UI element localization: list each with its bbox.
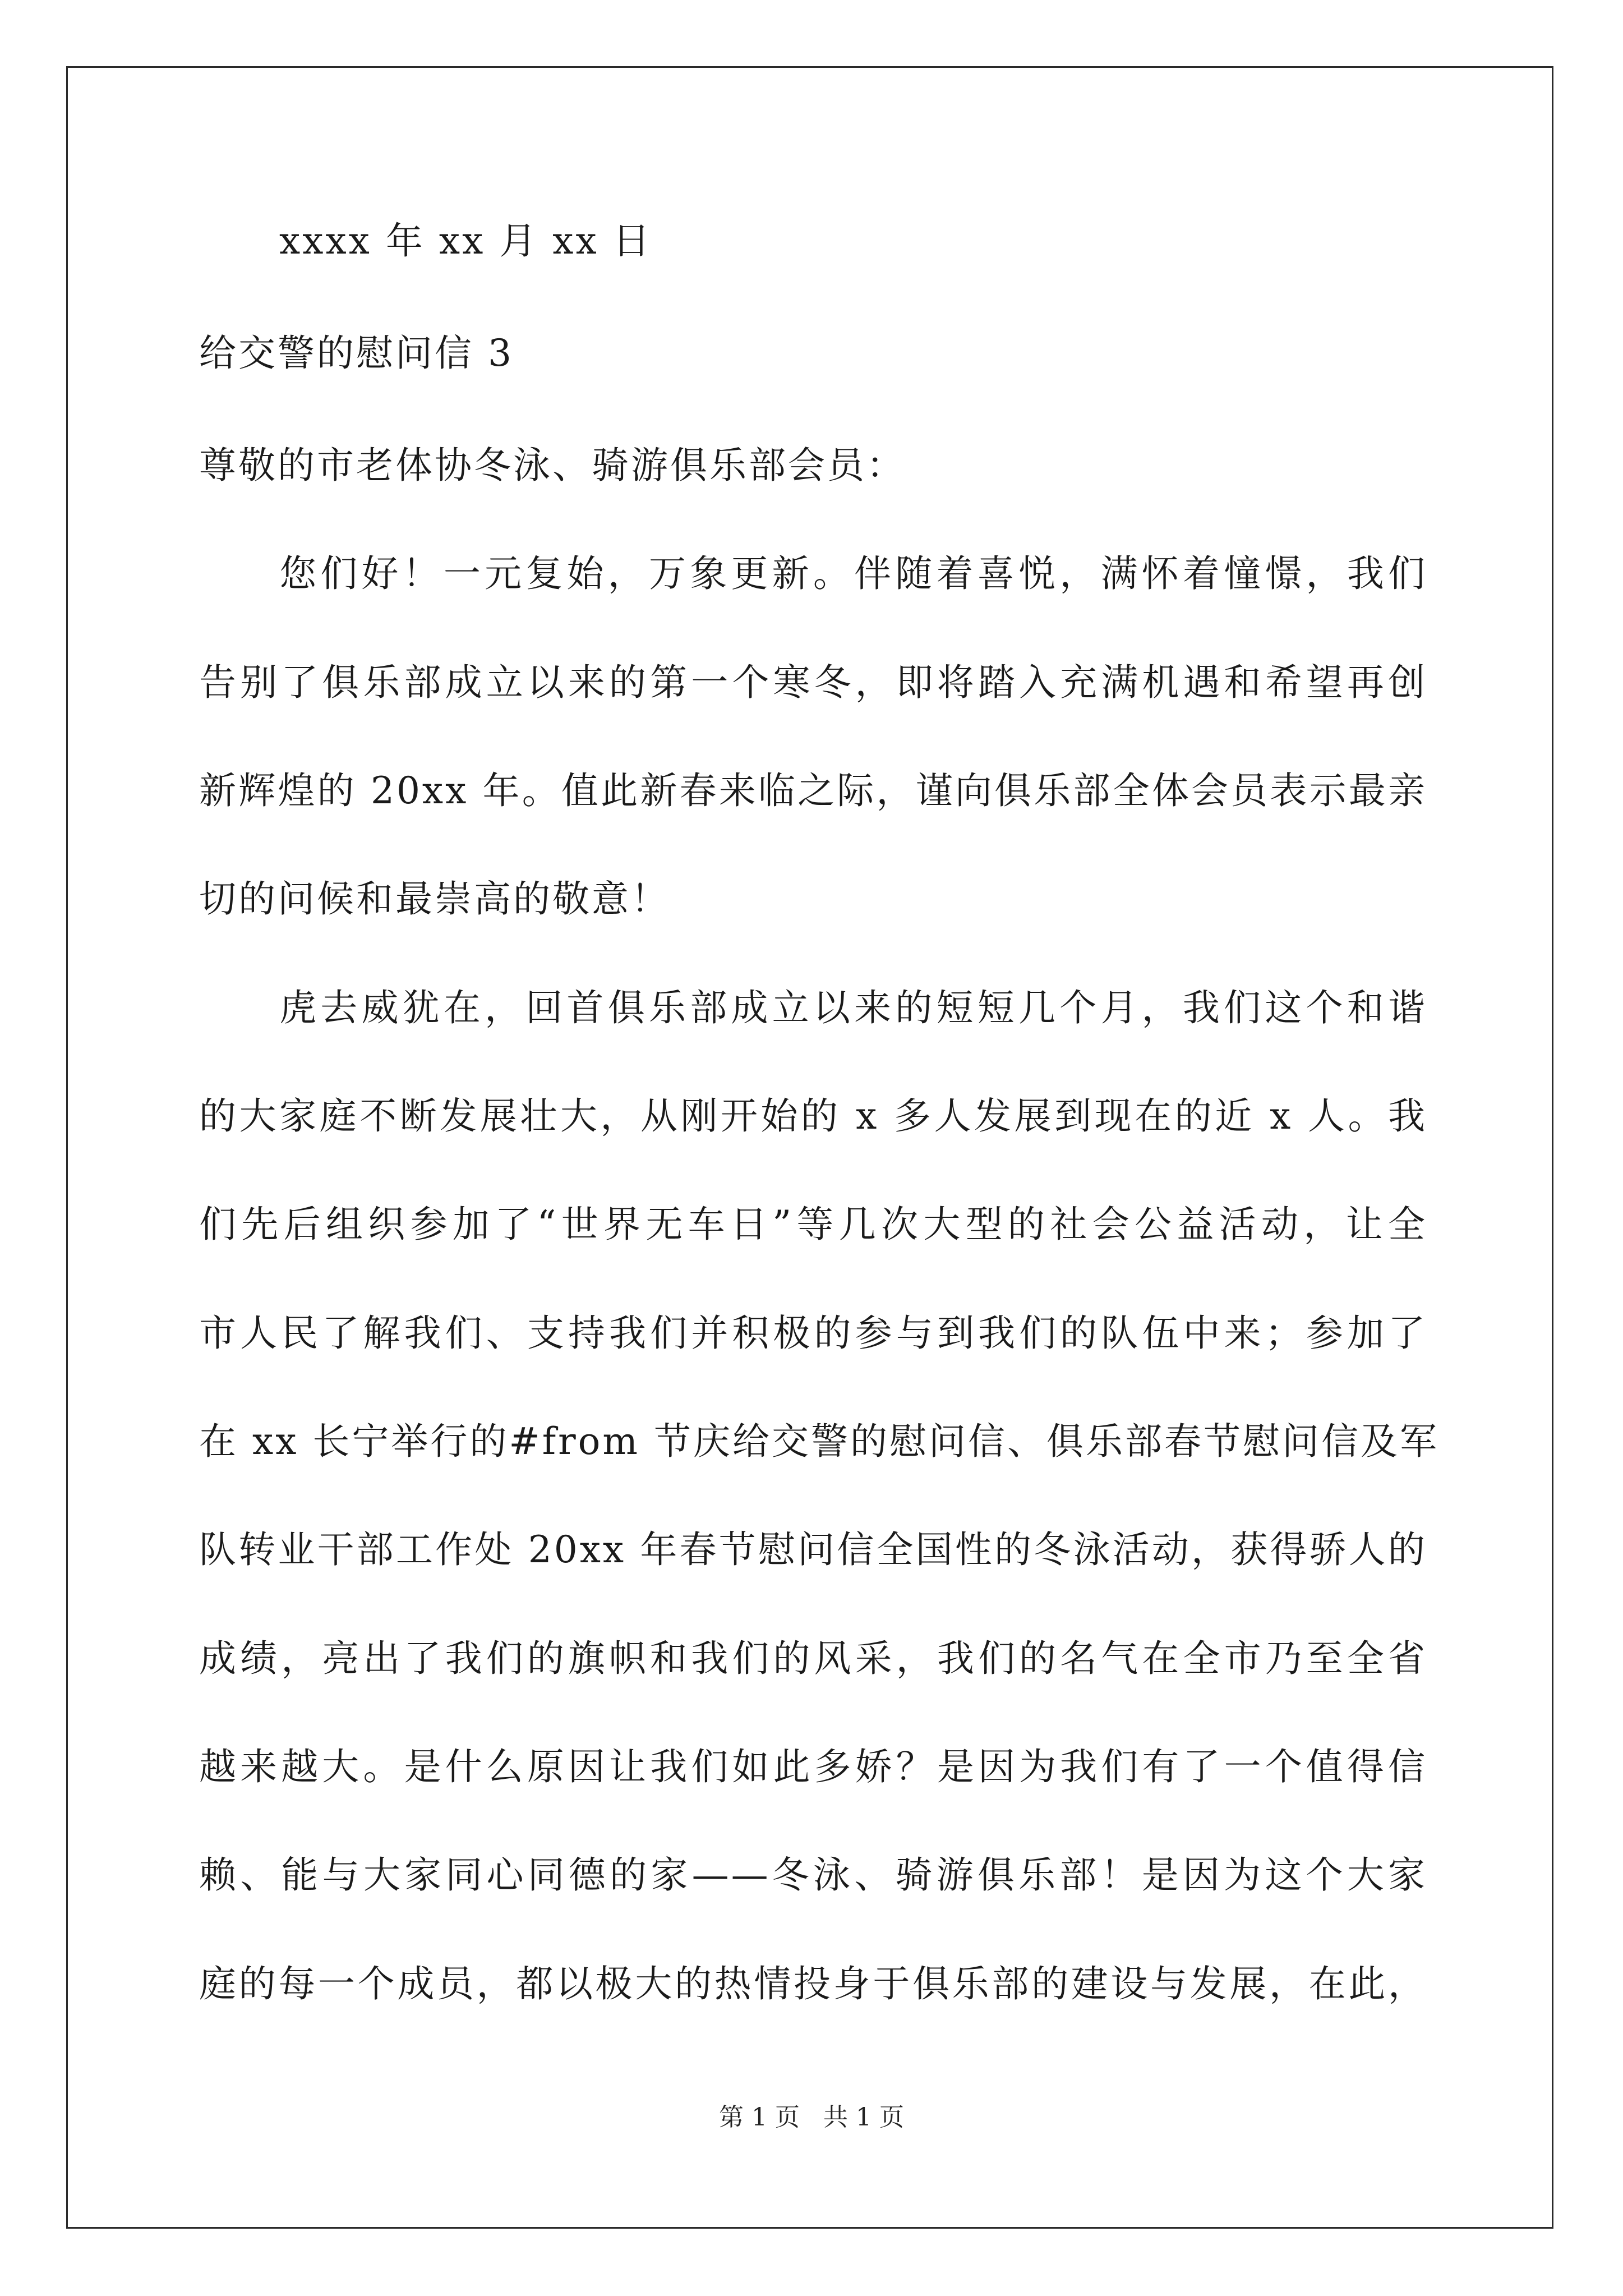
document-title: 给交警的慰问信 3: [199, 332, 514, 375]
paragraph2-line: 庭的每一个成员，都以极大的热情投身于俱乐部的建设与发展，在此，: [199, 1962, 1427, 2005]
paragraph2-line: 越来越大。是什么原因让我们如此多娇？是因为我们有了一个值得信: [199, 1745, 1427, 1788]
paragraph2-line: 市人民了解我们、支持我们并积极的参与到我们的队伍中来；参加了: [199, 1312, 1427, 1355]
page-footer: 第 1 页 共 1 页: [719, 2103, 904, 2132]
date-line: xxxx 年 xx 月 xx 日: [279, 219, 652, 263]
page-border: [66, 66, 1553, 2229]
paragraph1-line: 切的问候和最崇高的敬意！: [199, 877, 670, 921]
paragraph1-line: 您们好！一元复始，万象更新。伴随着喜悦，满怀着憧憬，我们: [279, 552, 1427, 595]
paragraph2-line: 虎去威犹在，回首俱乐部成立以来的短短几个月，我们这个和谐: [279, 986, 1427, 1029]
paragraph2-line: 们先后组织参加了“世界无车日”等几次大型的社会公益活动，让全: [199, 1203, 1427, 1246]
paragraph2-line: 成绩，亮出了我们的旗帜和我们的风采，我们的名气在全市乃至全省: [199, 1637, 1427, 1680]
paragraph2-line: 的大家庭不断发展壮大，从刚开始的 x 多人发展到现在的近 x 人。我: [199, 1094, 1427, 1138]
paragraph1-line: 新辉煌的 20xx 年。值此新春来临之际，谨向俱乐部全体会员表示最亲: [199, 769, 1427, 812]
salutation: 尊敬的市老体协冬泳、骑游俱乐部会员：: [199, 444, 906, 487]
paragraph2-line: 队转业干部工作处 20xx 年春节慰问信全国性的冬泳活动，获得骄人的: [199, 1528, 1427, 1571]
paragraph2-line: 赖、能与大家同心同德的家——冬泳、骑游俱乐部！是因为这个大家: [199, 1853, 1427, 1897]
paragraph2-line: 在 xx 长宁举行的#from 节庆给交警的慰问信、俱乐部春节慰问信及军: [199, 1420, 1439, 1463]
paragraph1-line: 告别了俱乐部成立以来的第一个寒冬，即将踏入充满机遇和希望再创: [199, 661, 1427, 704]
